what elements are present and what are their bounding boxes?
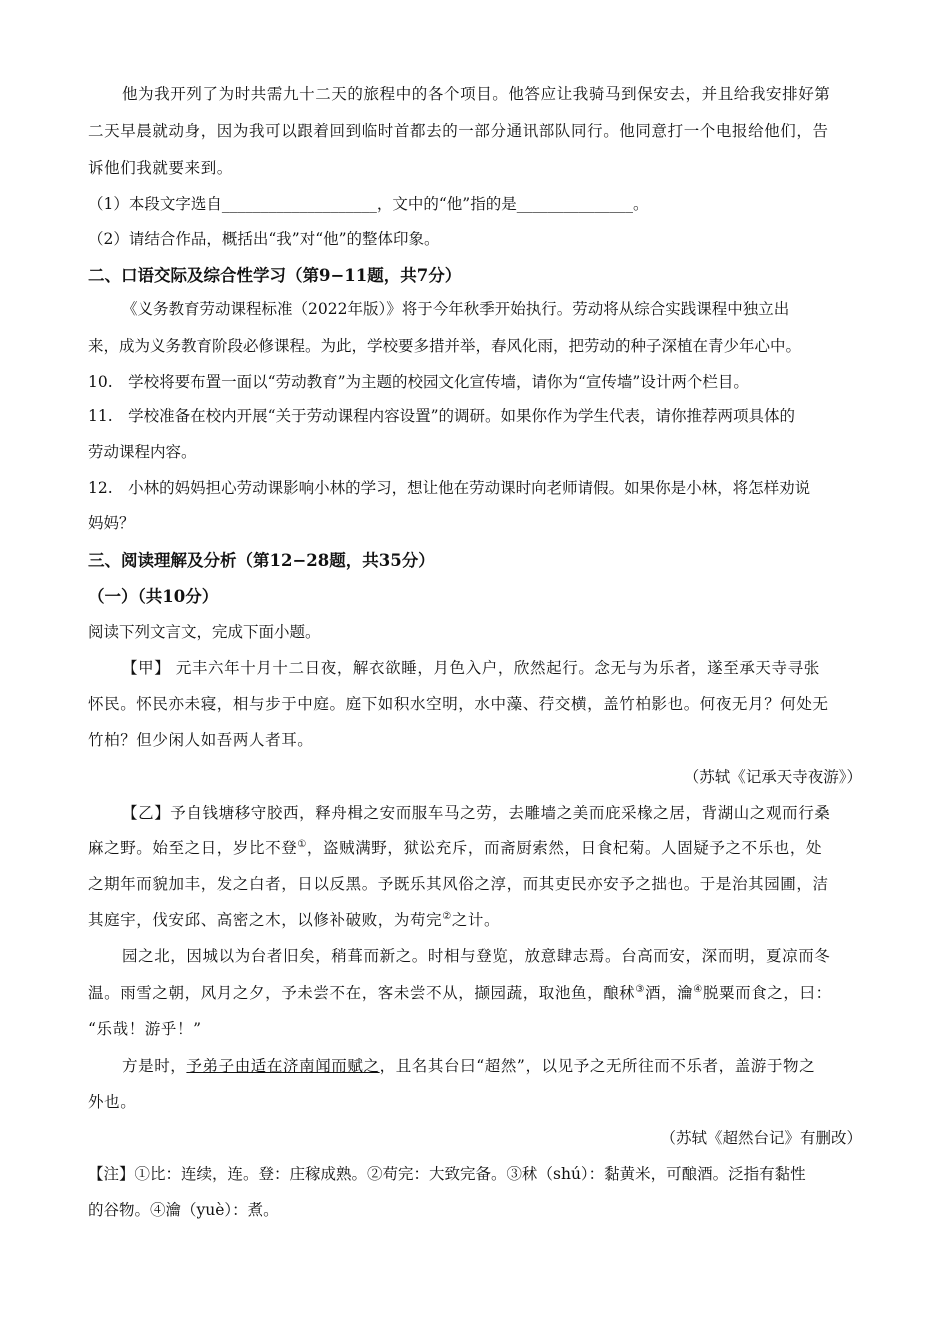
reading-instruction: 阅读下列文言文，完成下面小题。 — [88, 623, 321, 641]
yi-line: 园之北，因城以为台者旧矣，稍葺而新之。时相与登览，放意肆志焉。台高而安，深而明，夏凉而冬 — [122, 947, 831, 965]
yi-line: 外也。 — [88, 1093, 137, 1111]
yi-line: 【乙】予自钱塘移守胶西，释舟楫之安而服车马之劳，去雕墙之美而庇采椽之居，背湖山之观而行桑 — [122, 804, 831, 822]
footnote-marker: ③ — [635, 983, 645, 995]
footnote-marker: ② — [442, 910, 452, 922]
yi-source: （苏轼《超然台记》有删改） — [660, 1129, 862, 1147]
notes-line: 的谷物。④瀹（yuè）：煮。 — [88, 1201, 279, 1219]
question-2: （2）请结合作品，概括出“我”对“他”的整体印象。 — [88, 230, 440, 248]
question-11: 11. 学校准备在校内开展“关于劳动课程内容设置”的调研。如果你作为学生代表，请你推荐两项具体的 — [88, 407, 796, 425]
jia-line: 竹柏？但少闲人如吾两人者耳。 — [88, 731, 314, 749]
jia-line: 【甲】 元丰六年十月十二日夜，解衣欲睡，月色入户，欣然起行。念无与为乐者，遂至承天寺寻张 — [122, 659, 820, 677]
yi-line: 其庭宇，伐安邱、高密之木，以修补破败，为苟完②之计。 — [88, 910, 501, 929]
footnote-marker: ④ — [693, 983, 703, 995]
yi-line: 温。雨雪之朝，风月之夕，予未尝不在，客未尝不从，撷园蔬，取池鱼，酿秫③酒，瀹④脱粟而食之，曰： — [88, 983, 832, 1002]
section-2-heading: 二、口语交际及综合性学习（第9−11题，共7分） — [88, 266, 462, 285]
question-11-cont: 劳动课程内容。 — [88, 443, 197, 461]
yi-line: 之期年而貌加丰，发之白者，日以反黑。予既乐其风俗之淳，而其吏民亦安予之拙也。于是治其园圃，洁 — [88, 875, 829, 893]
jia-line: 怀民。怀民亦未寝，相与步于中庭。庭下如积水空明，水中藻、荇交横，盖竹柏影也。何夜无月？何处无 — [88, 695, 829, 713]
question-12-cont: 妈妈？ — [88, 514, 135, 532]
underlined-sentence: 予弟子由适在济南闻而赋之 — [186, 1057, 380, 1075]
passage-line: 诉他们我就要来到。 — [88, 159, 233, 177]
passage-line: 二天早晨就动身，因为我可以跟着回到临时首都去的一部分通讯部队同行。他同意打一个电报给他们，告 — [88, 122, 829, 140]
notes-line: 【注】①比：连续，连。登：庄稼成熟。②苟完：大致完备。③秫（shú）：黏黄米，可酿酒。泛指有黏性 — [88, 1165, 806, 1183]
question-1: （1）本段文字选自____________________，文中的“他”指的是_______________。 — [88, 195, 649, 213]
section-3-heading: 三、阅读理解及分析（第12−28题，共35分） — [88, 551, 435, 570]
subsection-heading: （一）（共10分） — [88, 587, 219, 606]
footnote-marker: ① — [297, 838, 307, 850]
section-2-intro: 《义务教育劳动课程标准（2022年版）》将于今年秋季开始执行。劳动将从综合实践课程中独立出 — [122, 300, 790, 318]
jia-source: （苏轼《记承天寺夜游》） — [683, 768, 862, 786]
yi-line: 麻之野。始至之日，岁比不登①，盗贼满野，狱讼充斥，而斋厨索然，日食杞菊。人固疑予之不乐也，处 — [88, 838, 823, 857]
yi-line: “乐哉！游乎！” — [88, 1020, 202, 1038]
section-2-intro: 来，成为义务教育阶段必修课程。为此，学校要多措并举，春风化雨，把劳动的种子深植在青少年心中。 — [88, 337, 802, 355]
question-10: 10. 学校将要布置一面以“劳动教育”为主题的校园文化宣传墙，请你为“宣传墙”设计两个栏目。 — [88, 373, 749, 391]
passage-line: 他为我开列了为时共需九十二天的旅程中的各个项目。他答应让我骑马到保安去，并且给我安排好第 — [122, 85, 831, 103]
yi-line: 方是时，予弟子由适在济南闻而赋之，且名其台曰“超然”，以见予之无所往而不乐者，盖游于物之 — [122, 1057, 816, 1075]
question-12: 12. 小林的妈妈担心劳动课影响小林的学习，想让他在劳动课时向老师请假。如果你是小林，将怎样劝说 — [88, 479, 811, 497]
